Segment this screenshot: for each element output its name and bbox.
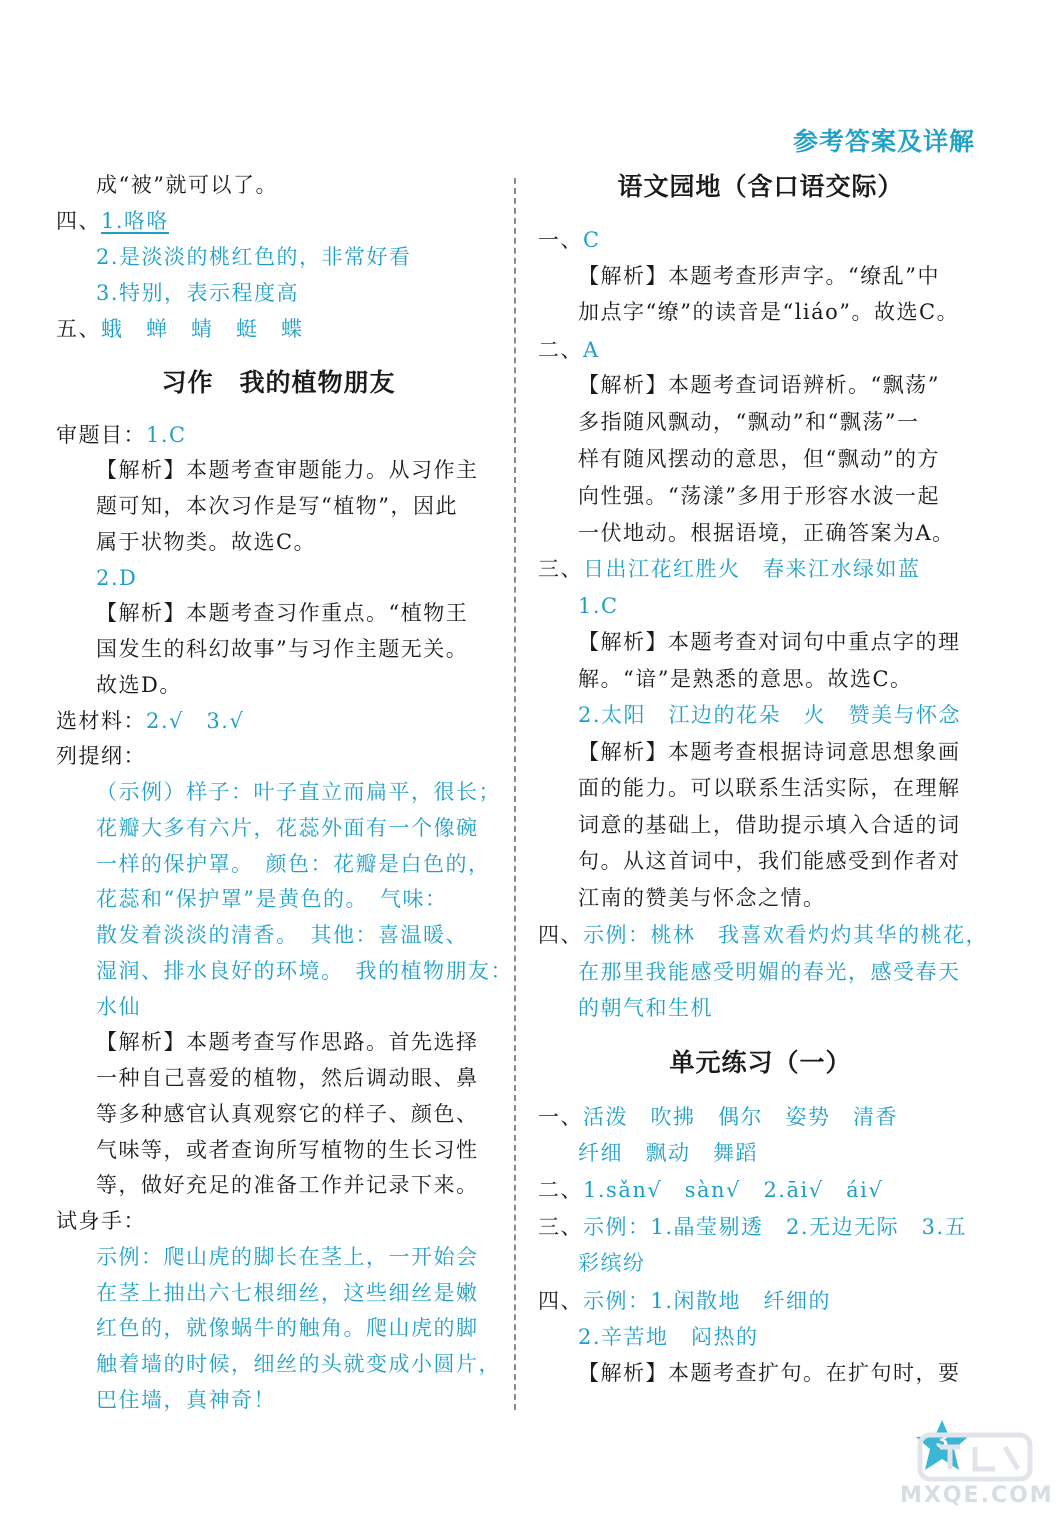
watermark-logo: [900, 1425, 1054, 1525]
line-text: 在那里我能感受明媚的春光，感受春天: [578, 960, 961, 984]
line-text: 选材料：: [56, 709, 146, 733]
line-text: 3.特别，表示程度高: [96, 281, 300, 305]
answer-text: 1.C: [146, 423, 187, 447]
text-line: [578, 773, 961, 803]
line-text: 等多种感官认真观察它的样子、颜色、: [96, 1102, 479, 1126]
answer-text: 示例：1.闲散地 纤细的: [583, 1289, 832, 1313]
line-text: 2.太阳 江边的花朵 火 赞美与怀念: [578, 703, 962, 727]
text-line: [96, 278, 299, 308]
line-text: 加点字“缭”的读音是“liáo”。故选C。: [578, 300, 960, 324]
line-text: 一、: [538, 228, 583, 252]
line-text: 向性强。“荡漾”多用于形容水波一起: [578, 484, 940, 508]
line-text: 等，做好充足的准备工作并记录下来。: [96, 1173, 479, 1197]
line-text: 成“被”就可以了。: [96, 173, 278, 197]
text-line: [96, 1099, 479, 1129]
line-text: （示例）样子：叶子直立而扁平，很长；: [96, 780, 501, 804]
line-text: 列提纲：: [56, 744, 146, 768]
text-line: [538, 225, 601, 255]
line-text: 2.辛苦地 闷热的: [578, 1325, 759, 1349]
text-line: [56, 206, 169, 236]
line-text: 散发着淡淡的清香。 其他：喜温暖、: [96, 923, 468, 947]
line-text: 四、: [56, 209, 101, 233]
text-line: [96, 777, 501, 807]
text-line: [96, 634, 468, 664]
text-line: [538, 1286, 831, 1316]
text-line: [578, 297, 959, 327]
text-line: [578, 957, 961, 987]
line-text: 2.D: [96, 566, 138, 590]
text-line: [96, 1385, 276, 1415]
section-title: 习作 我的植物朋友: [161, 368, 396, 397]
text-line: [56, 741, 146, 771]
line-text: 在茎上抽出六七根细丝，这些细丝是嫩: [96, 1281, 479, 1305]
text-line: [96, 170, 278, 200]
line-text: 【解析】本题考查习作重点。“植物王: [96, 601, 469, 625]
answer-text: 示例：1.晶莹剔透 2.无边无际 3.五: [583, 1215, 968, 1239]
text-line: [538, 554, 921, 584]
watermark-icon: [900, 1425, 1050, 1485]
line-text: 纤细 飘动 舞蹈: [578, 1141, 758, 1165]
text-line: [578, 591, 619, 621]
line-text: 水仙: [96, 995, 141, 1019]
line-text: 2.是淡淡的桃红色的，非常好看: [96, 245, 412, 269]
text-line: [578, 883, 826, 913]
answer-text: C: [583, 228, 601, 252]
text-line: [96, 1242, 479, 1272]
text-line: [578, 481, 940, 511]
text-line: [578, 737, 961, 767]
line-text: 试身手：: [56, 1209, 146, 1233]
text-line: [96, 1313, 479, 1343]
line-text: 【解析】本题考查扩句。在扩句时，要: [578, 1361, 961, 1385]
text-line: [578, 664, 913, 694]
text-line: [96, 563, 137, 593]
section-title: 语文园地（含口语交际）: [617, 172, 904, 201]
text-line: [538, 1175, 883, 1205]
text-line: [96, 527, 316, 557]
line-text: 的朝气和生机: [578, 996, 713, 1020]
line-text: 属于状物类。故选C。: [96, 530, 317, 554]
text-line: [538, 335, 600, 365]
page-number: 3: [935, 1428, 949, 1453]
watermark-text: MXQE.COM: [900, 1483, 1054, 1508]
line-text: 巴住墙，真神奇！: [96, 1388, 276, 1412]
answer-text: 示例：桃林 我喜欢看灼灼其华的桃花，: [583, 923, 988, 947]
text-line: [578, 810, 961, 840]
column-divider: [514, 178, 516, 1410]
text-line: [56, 420, 187, 450]
line-text: 解。“谙”是熟悉的意思。故选C。: [578, 667, 913, 691]
line-text: 四、: [538, 1289, 583, 1313]
text-line: [96, 598, 468, 628]
line-text: 句。从这首词中，我们能感受到作者对: [578, 849, 961, 873]
line-text: 多指随风飘动，“飘动”和“飘荡”一: [578, 410, 920, 434]
answer-text: 日出江花红胜火 春来江水绿如蓝: [583, 557, 921, 581]
line-text: 一伏地动。根据语境，正确答案为A。: [578, 521, 955, 545]
line-text: 【解析】本题考查词语辨析。“飘荡”: [578, 373, 940, 397]
text-line: [96, 1278, 479, 1308]
line-text: 审题目：: [56, 423, 146, 447]
line-text: 一样的保护罩。 颜色：花瓣是白色的，: [96, 852, 491, 876]
text-line: [96, 242, 412, 272]
line-text: 江南的赞美与怀念之情。: [578, 886, 826, 910]
text-line: [578, 1138, 758, 1168]
line-text: 花蕊和“保护罩”是黄色的。 气味：: [96, 887, 448, 911]
answer-text: 1.sǎn√ sàn√ 2.āi√ ái√: [583, 1178, 884, 1202]
line-text: 故选D。: [96, 673, 182, 697]
text-line: [96, 670, 182, 700]
line-text: 【解析】本题考查根据诗词意思想象画: [578, 740, 961, 764]
text-line: [578, 1248, 646, 1278]
line-text: 样有随风摆动的意思，但“飘动”的方: [578, 447, 940, 471]
text-line: [578, 1358, 961, 1388]
line-text: 【解析】本题考查形声字。“缭乱”中: [578, 264, 940, 288]
line-text: 彩缤纷: [578, 1251, 646, 1275]
answer-text: 1.咯咯: [101, 209, 170, 233]
line-text: 气味等，或者查询所写植物的生长习性: [96, 1138, 479, 1162]
line-text: 三、: [538, 557, 583, 581]
text-line: [96, 1170, 479, 1200]
text-line: [578, 993, 713, 1023]
text-line: [578, 627, 961, 657]
line-text: 【解析】本题考查对词句中重点字的理: [578, 630, 961, 654]
answer-text: A: [583, 338, 600, 362]
line-text: 国发生的科幻故事”与习作主题无关。: [96, 637, 469, 661]
text-line: [578, 407, 919, 437]
line-text: 红色的，就像蜗牛的触角。爬山虎的脚: [96, 1316, 479, 1340]
line-text: 题可知，本次习作是写“植物”，因此: [96, 494, 458, 518]
text-line: [578, 444, 940, 474]
line-text: 【解析】本题考查审题能力。从习作主: [96, 458, 479, 482]
line-text: 五、: [56, 317, 101, 341]
text-line: [96, 813, 479, 843]
line-text: 湿润、排水良好的环境。 我的植物朋友：: [96, 959, 513, 983]
text-line: [538, 920, 988, 950]
text-line: [56, 314, 304, 344]
text-line: [96, 992, 141, 1022]
line-text: 1.C: [578, 594, 619, 618]
text-line: [578, 846, 961, 876]
text-line: [96, 956, 513, 986]
line-text: 一、: [538, 1105, 583, 1129]
section-title: 单元练习（一）: [669, 1048, 852, 1077]
text-line: [96, 455, 479, 485]
line-text: 面的能力。可以联系生活实际，在理解: [578, 776, 961, 800]
text-line: [96, 1063, 479, 1093]
line-text: 一种自己喜爱的植物，然后调动眼、鼻: [96, 1066, 479, 1090]
text-line: [578, 1322, 759, 1352]
text-line: [96, 849, 491, 879]
line-text: 触着墙的时候，细丝的头就变成小圆片，: [96, 1352, 501, 1376]
text-line: [578, 700, 961, 730]
text-line: [96, 884, 447, 914]
answer-text: 蛾 蝉 蜻 蜓 蝶: [101, 317, 304, 341]
text-line: [538, 1212, 967, 1242]
text-line: [538, 1102, 898, 1132]
text-line: [578, 261, 940, 291]
text-line: [96, 491, 458, 521]
text-line: [578, 518, 955, 548]
text-line: [56, 1206, 146, 1236]
line-text: 二、: [538, 1178, 583, 1202]
line-text: 三、: [538, 1215, 583, 1239]
answer-header-title: 参考答案及详解: [792, 127, 975, 156]
answer-text: 2.√ 3.√: [146, 709, 245, 733]
line-text: 示例：爬山虎的脚长在茎上，一开始会: [96, 1245, 479, 1269]
text-line: [96, 1135, 479, 1165]
line-text: 词意的基础上，借助提示填入合适的词: [578, 813, 961, 837]
line-text: 【解析】本题考查写作思路。首先选择: [96, 1030, 479, 1054]
text-line: [56, 706, 244, 736]
text-line: [96, 1349, 501, 1379]
text-line: [96, 1027, 479, 1057]
text-line: [578, 370, 940, 400]
answer-text: 活泼 吹拂 偶尔 姿势 清香: [583, 1105, 898, 1129]
line-text: 花瓣大多有六片，花蕊外面有一个像碗: [96, 816, 479, 840]
line-text: 四、: [538, 923, 583, 947]
line-text: 二、: [538, 338, 583, 362]
text-line: [96, 920, 468, 950]
